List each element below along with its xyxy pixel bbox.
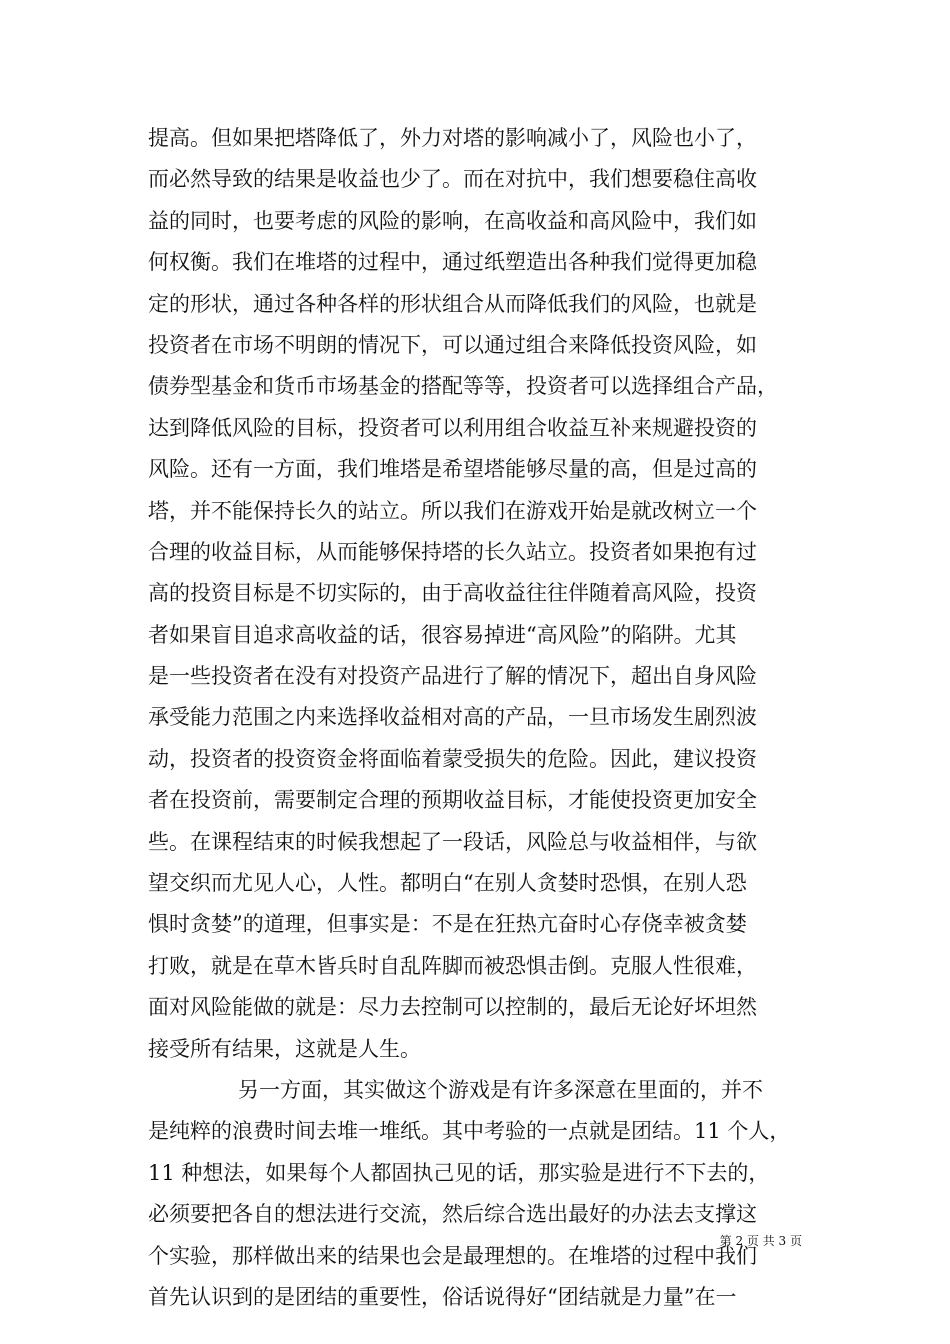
text-line: 达到降低风险的目标，投资者可以利用组合收益互补来规避投资的 [148,415,757,440]
paragraph-2 [148,1070,810,1318]
text-line: 者如果盲目追求高收益的话，很容易掉进“高风险”的陷阱。尤其 [148,622,737,647]
text-line: 承受能力范围之内来选择收益相对高的产品，一旦市场发生剧烈波 [148,705,757,730]
text-line: 是一些投资者在没有对投资产品进行了解的情况下，超出自身风险 [148,664,757,689]
text-line: 首先认识到的是团结的重要性，俗话说得好“团结就是力量”在一 [148,1284,737,1309]
text-line: 11 种想法，如果每个人都固执己见的话，那实验是进行不下去的， [148,1160,770,1185]
text-line: 些。在课程结束的时候我想起了一段话，风险总与收益相伴，与欲 [148,829,757,854]
text-line: 必须要把各自的想法进行交流，然后综合选出最好的办法去支撑这 [148,1202,757,1227]
body-text [148,118,810,1318]
page-footer: 第 2 页 共 3 页 [719,1234,802,1248]
text-line: 益的同时，也要考虑的风险的影响，在高收益和高风险中，我们如 [148,208,757,233]
text-line: 是纯粹的浪费时间去堆一堆纸。其中考验的一点就是团结。11 个人， [148,1119,791,1144]
paragraph-1 [148,118,810,1070]
text-line: 风险。还有一方面，我们堆塔是希望塔能够尽量的高，但是过高的 [148,457,757,482]
text-line: 动，投资者的投资资金将面临着蒙受损失的危险。因此，建议投资 [148,746,757,771]
text-line: 合理的收益目标，从而能够保持塔的长久站立。投资者如果抱有过 [148,539,757,564]
text-line: 惧时贪婪”的道理，但事实是：不是在狂热亢奋时心存侥幸被贪婪 [148,912,747,937]
text-line: 面对风险能做的就是：尽力去控制可以控制的，最后无论好坏坦然 [148,995,757,1020]
text-line: 打败，就是在草木皆兵时自乱阵脚而被恐惧击倒。克服人性很难， [148,953,757,978]
text-line: 个实验，那样做出来的结果也会是最理想的。在堆塔的过程中我们 [148,1243,757,1268]
text-line: 另一方面，其实做这个游戏是有许多深意在里面的，并不 [238,1077,763,1102]
text-line: 者在投资前，需要制定合理的预期收益目标，才能使投资更加安全 [148,788,757,813]
text-line: 提高。但如果把塔降低了，外力对塔的影响减小了，风险也小了， [148,126,757,150]
text-line: 投资者在市场不明朗的情况下，可以通过组合来降低投资风险，如 [148,332,757,357]
text-line: 定的形状，通过各种各样的形状组合从而降低我们的风险，也就是 [148,291,757,316]
text-line: 何权衡。我们在堆塔的过程中，通过纸塑造出各种我们觉得更加稳 [148,250,757,275]
text-line: 塔，并不能保持长久的站立。所以我们在游戏开始是就改树立一个 [148,498,757,523]
text-line: 高的投资目标是不切实际的，由于高收益往往伴随着高风险，投资 [148,581,757,606]
text-line: 债券型基金和货币市场基金的搭配等等，投资者可以选择组合产品， [148,374,778,399]
text-line: 而必然导致的结果是收益也少了。而在对抗中，我们想要稳住高收 [148,167,757,192]
text-line: 望交织而尤见人心，人性。都明白“在别人贪婪时恐惧，在别人恐 [148,871,747,896]
text-line: 接受所有结果，这就是人生。 [148,1036,421,1061]
